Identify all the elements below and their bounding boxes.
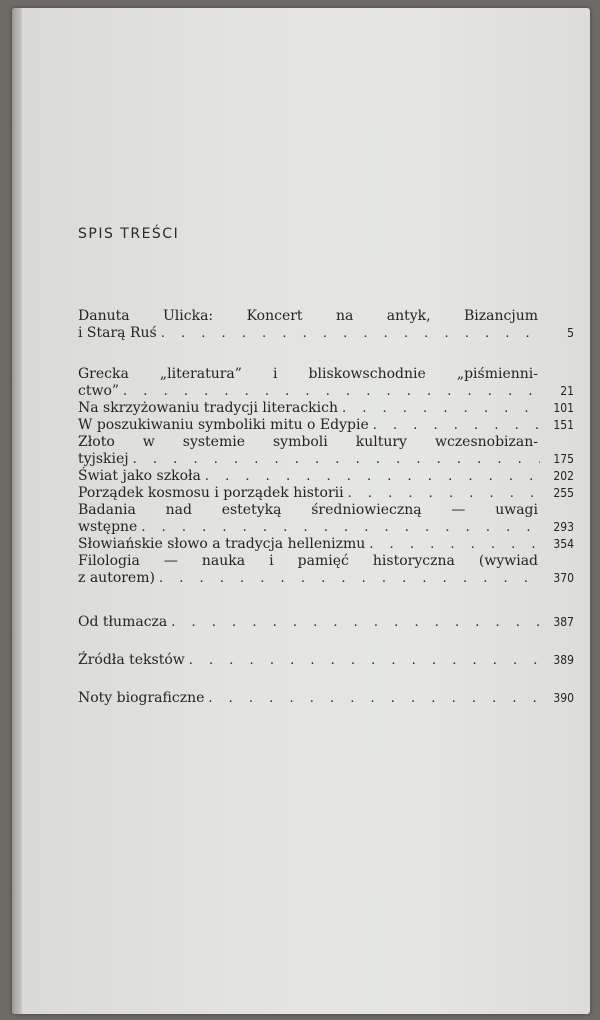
toc-page-number: 101 — [553, 401, 574, 415]
toc-entry-title: Na skrzyżowaniu tradycji literackich — [78, 400, 338, 416]
toc-entry — [78, 308, 574, 342]
toc-entry-title: z autorem) — [78, 570, 155, 586]
toc-entry-line — [78, 383, 574, 400]
dot-leader — [171, 614, 540, 631]
toc-page-number: 21 — [560, 384, 574, 398]
toc-page-number: 255 — [553, 486, 574, 500]
toc-entry-line — [78, 570, 574, 587]
dot-leader — [373, 417, 540, 434]
toc-page-number: 5 — [567, 326, 574, 340]
toc-entry-line — [78, 536, 574, 553]
toc-entry-line — [78, 652, 574, 669]
toc-entry — [78, 690, 574, 707]
toc-entry-title: Świat jako szkoła — [78, 468, 201, 484]
book-page — [12, 8, 590, 1014]
dot-leader — [161, 325, 540, 342]
toc-entry-title: wstępne — [78, 519, 138, 535]
toc-entry — [78, 553, 574, 587]
toc-heading: SPIS TREŚCI — [78, 226, 180, 242]
toc-entry-title: Słowiańskie słowo a tradycja hellenizmu — [78, 536, 366, 552]
toc-entry-line — [78, 417, 574, 434]
table-of-contents — [12, 8, 590, 1014]
toc-entry — [78, 485, 574, 502]
toc-page-number: 389 — [553, 653, 574, 667]
dot-leader — [348, 485, 540, 502]
dot-leader — [159, 570, 540, 587]
toc-entry-line — [78, 553, 574, 570]
toc-entry — [78, 400, 574, 417]
toc-entry-title: Porządek kosmosu i porządek historii — [78, 485, 344, 501]
toc-entry-line — [78, 468, 574, 485]
dot-leader — [369, 536, 540, 553]
toc-entry-line — [78, 519, 574, 536]
toc-entry-title: Źródła tekstów — [78, 652, 185, 668]
dot-leader — [123, 383, 540, 400]
toc-entry — [78, 536, 574, 553]
toc-entry-title: i Starą Ruś — [78, 325, 157, 341]
toc-entry — [78, 434, 574, 468]
dot-leader — [208, 690, 540, 707]
toc-entry — [78, 614, 574, 631]
toc-entry-line — [78, 400, 574, 417]
toc-page-number: 202 — [553, 469, 574, 483]
toc-entry-line — [78, 325, 574, 342]
toc-entry — [78, 468, 574, 485]
dot-leader — [342, 400, 540, 417]
toc-page-number: 387 — [553, 615, 574, 629]
toc-page-number: 175 — [553, 452, 574, 466]
dot-leader — [189, 652, 540, 669]
toc-entry-title: Grecka „literatura” i bliskowschodnie „piśmienni- — [78, 366, 538, 382]
dot-leader — [205, 468, 540, 485]
toc-entry-title: Danuta Ulicka: Koncert na antyk, Bizancjum — [78, 308, 538, 324]
toc-entry-line — [78, 485, 574, 502]
dot-leader — [141, 519, 540, 536]
toc-page-number: 354 — [553, 537, 574, 551]
toc-entry-line — [78, 690, 574, 707]
toc-entry-title: W poszukiwaniu symboliki mitu o Edypie — [78, 417, 369, 433]
toc-page-number: 390 — [553, 691, 574, 705]
toc-page-number: 151 — [553, 418, 574, 432]
toc-entry-title: Badania nad estetyką średniowieczną — uwagi — [78, 502, 538, 518]
toc-page-number: 370 — [553, 571, 574, 585]
toc-entry-title: tyjskiej — [78, 451, 129, 467]
toc-entry-line — [78, 434, 574, 451]
toc-entry-title: Złoto w systemie symboli kultury wczesnobizan- — [78, 434, 538, 450]
toc-entry-line — [78, 451, 574, 468]
toc-entry-title: Od tłumacza — [78, 614, 168, 630]
toc-entry — [78, 502, 574, 536]
toc-page-number: 293 — [553, 520, 574, 534]
toc-entry — [78, 417, 574, 434]
toc-entry — [78, 366, 574, 400]
dot-leader — [133, 451, 540, 468]
toc-entry-title: Filologia — nauka i pamięć historyczna (wywiad — [78, 553, 538, 569]
toc-entry-title: Noty biograficzne — [78, 690, 205, 706]
toc-entry — [78, 652, 574, 669]
toc-entry-line — [78, 366, 574, 383]
toc-entry-line — [78, 308, 574, 325]
toc-entry-line — [78, 502, 574, 519]
toc-entry-title: ctwo” — [78, 383, 120, 399]
toc-entry-line — [78, 614, 574, 631]
